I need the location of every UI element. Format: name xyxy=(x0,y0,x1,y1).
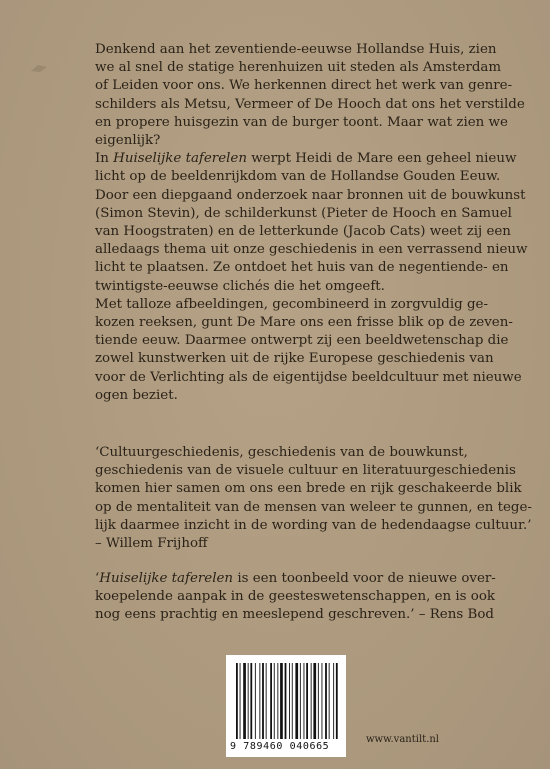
text-line: tiende eeuw. Daarmee ontwerpt zij een beeldwetenschap die xyxy=(95,333,509,349)
text-line: voor de Verlichting als de eigentijdse beeldcultuur met nieuwe xyxy=(95,369,522,385)
text-line: geschiedenis van de visuele cultuur en literatuurgeschiedenis xyxy=(95,463,516,479)
text-line: van Hoogstraten) en de letterkunde (Jacob Cats) weet zij een xyxy=(95,224,511,240)
text-line: we al snel de statige herenhuizen uit steden als Amsterdam xyxy=(95,60,502,76)
text-line: eigenlijk? xyxy=(95,133,161,149)
text-line: (Simon Stevin), de schilderkunst (Pieter de Hooch en Samuel xyxy=(95,205,512,221)
text-fragment: is een toonbeeld voor de nieuwe over- xyxy=(233,571,496,586)
text-line xyxy=(95,150,517,168)
description-text xyxy=(95,41,528,405)
quote-attribution: – Willem Frijhoff xyxy=(95,536,208,552)
text-line: nog eens prachtig en meeslepend geschreven.’ – Rens Bod xyxy=(95,607,494,623)
paragraph-intro xyxy=(95,41,525,150)
barcode-bars xyxy=(234,663,338,741)
scuff-mark xyxy=(30,63,48,73)
paragraph-images xyxy=(95,296,522,405)
text-line: licht op de beeldenrijkdom van de Hollandse Gouden Eeuw. xyxy=(95,169,501,185)
text-line: en propere huisgezin van de burger toont. Maar wat zien we xyxy=(95,114,508,130)
text-fragment: ‘ xyxy=(95,571,100,586)
text-line: komen hier samen om ons een brede en rijk geschakeerde blik xyxy=(95,481,522,497)
text-line xyxy=(95,570,495,588)
paragraph-book xyxy=(95,150,528,296)
text-fragment: In xyxy=(95,151,114,167)
text-line: kozen reeksen, gunt De Mare ons een frisse blik op de zeven- xyxy=(95,315,513,331)
book-title: Huiselijke taferelen xyxy=(99,571,234,586)
barcode xyxy=(226,655,346,757)
text-line: licht te plaatsen. Ze ontdoet het huis van de negentiende- en xyxy=(95,260,509,276)
text-fragment: werpt Heidi de Mare een geheel nieuw xyxy=(246,151,517,167)
text-line: zowel kunstwerken uit de rijke Europese geschiedenis van xyxy=(95,351,494,367)
text-line: of Leiden voor ons. We herkennen direct het werk van genre- xyxy=(95,78,513,94)
text-line: ‘Cultuurgeschiedenis, geschiedenis van de bouwkunst, xyxy=(95,445,468,460)
text-line: Met talloze afbeeldingen, gecombineerd in zorgvuldig ge- xyxy=(95,296,488,312)
text-line: schilders als Metsu, Vermeer of De Hooch dat ons het verstilde xyxy=(95,96,525,112)
text-line: op de mentaliteit van de mensen van weleer te gunnen, en tege- xyxy=(95,499,532,515)
text-line: Denkend aan het zeventiende-eeuwse Hollandse Huis, zien xyxy=(95,42,497,57)
text-line: ogen beziet. xyxy=(95,387,178,403)
text-line: alledaags thema uit onze geschiedenis in een verrassend nieuw xyxy=(95,242,528,258)
quote-bod xyxy=(95,570,495,625)
publisher-website[interactable]: www.vantilt.nl xyxy=(366,734,439,745)
text-line: twintigste-eeuwse clichés die het omgeeft. xyxy=(95,278,385,294)
text-line: Door een diepgaand onderzoek naar bronnen uit de bouwkunst xyxy=(95,187,526,203)
book-title: Huiselijke taferelen xyxy=(113,151,247,167)
barcode-digits: 9 789460 040665 xyxy=(230,741,330,752)
text-line: lijk daarmee inzicht in de wording van de hedendaagse cultuur.’ xyxy=(95,517,532,533)
text-line: koepelende aanpak in de geesteswetenschappen, en is ook xyxy=(95,589,496,605)
quote-frijhoff xyxy=(95,444,532,553)
